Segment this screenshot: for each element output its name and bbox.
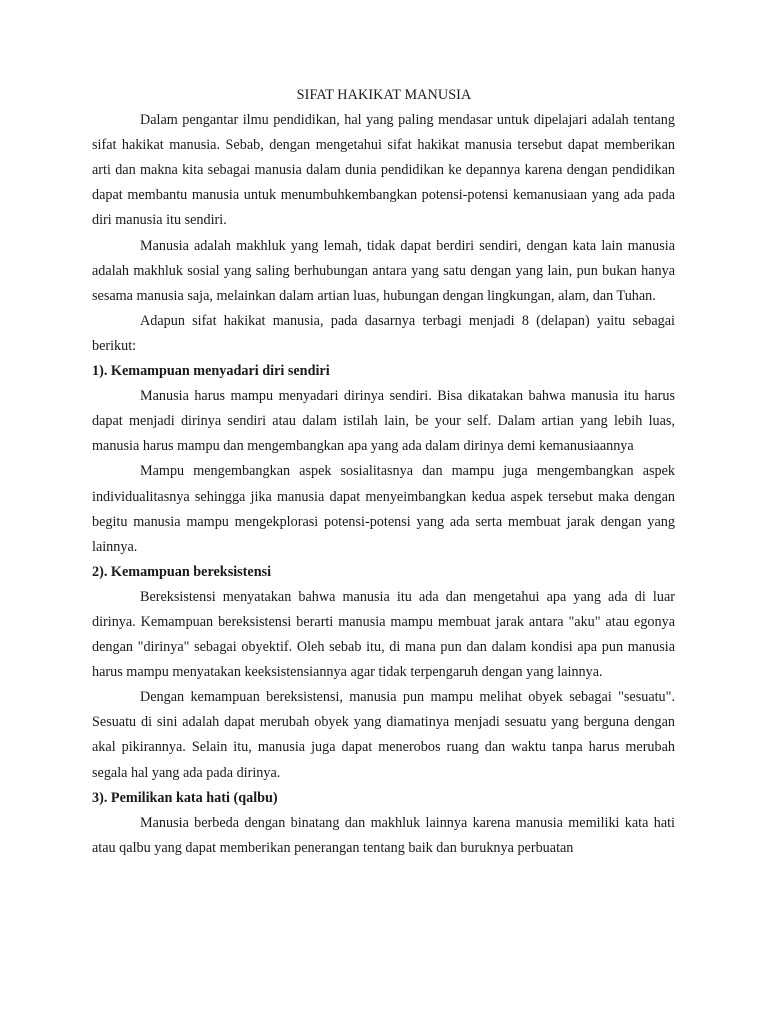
section-1-paragraph-1: Manusia harus mampu menyadari dirinya sendiri. Bisa dikatakan bahwa manusia itu harus dapat menjadi dirinya sendiri atau dalam istilah lain, be your self. Dalam artian yang lebih luas, manusia harus mampu dan mengembangkan apa yang ada dalam dirinya demi kemanusiaannya xyxy=(92,388,675,455)
page-title: SIFAT HAKIKAT MANUSIA xyxy=(296,87,472,103)
intro-paragraph-3: Adapun sifat hakikat manusia, pada dasarnya terbagi menjadi 8 (delapan) yaitu sebagai berikut: xyxy=(92,312,675,354)
section-1-paragraph-2: Mampu mengembangkan aspek sosialitasnya dan mampu juga mengembangkan aspek individualitasnya sehingga jika manusia dapat menyeimbangkan kedua aspek tersebut maka dengan begitu manusia mampu mengekplorasi potensi-potensi yang ada serta membuat jarak dengan yang lainnya. xyxy=(92,463,675,555)
section-heading-3: 3). Pemilikan kata hati (qalbu) xyxy=(92,789,278,806)
section-2-paragraph-2: Dengan kemampuan bereksistensi, manusia pun mampu melihat obyek sebagai "sesuatu". Sesuatu di sini adalah dapat merubah obyek yang diamatinya menjadi sesuatu yang berguna dengan akal pikirannya. Selain itu, manusia juga dapat menerobos ruang dan waktu tanpa harus merubah segala hal yang ada pada dirinya. xyxy=(92,689,675,781)
section-heading-2: 2). Kemampuan bereksistensi xyxy=(92,563,272,580)
section-3-paragraph-1: Manusia berbeda dengan binatang dan makhluk lainnya karena manusia memiliki kata hati atau qalbu yang dapat memberikan penerangan tentang baik dan buruknya perbuatan xyxy=(92,814,675,856)
intro-paragraph-1: Dalam pengantar ilmu pendidikan, hal yang paling mendasar untuk dipelajari adalah tentang sifat hakikat manusia. Sebab, dengan mengetahui sifat hakikat manusia tersebut dapat memberikan arti dan makna kita sebagai manusia dalam dunia pendidikan ke depannya karena dengan pendidikan dapat membantu manusia untuk menumbuhkembangkan potensi-potensi kemanusiaan yang ada pada diri manusia itu sendiri. xyxy=(92,112,675,229)
section-2-paragraph-1: Bereksistensi menyatakan bahwa manusia itu ada dan mengetahui apa yang ada di luar dirinya. Kemampuan bereksistensi berarti manusia mampu membuat jarak antara "aku" atau egonya dengan "dirinya" sebagai obyektif. Oleh sebab itu, di mana pun dan dalam kondisi apa pun manusia harus mampu menyatakan keeksistensiannya agar tidak terpengaruh dengan yang lainnya. xyxy=(92,588,675,681)
intro-paragraph-2: Manusia adalah makhluk yang lemah, tidak dapat berdiri sendiri, dengan kata lain manusia adalah makhluk sosial yang saling berhubungan antara yang satu dengan yang lain, pun bukan hanya sesama manusia saja, melainkan dalam artian luas, hubungan dengan lingkungan, alam, dan Tuhan. xyxy=(92,237,675,304)
section-heading-1: 1). Kemampuan menyadari diri sendiri xyxy=(92,363,330,380)
